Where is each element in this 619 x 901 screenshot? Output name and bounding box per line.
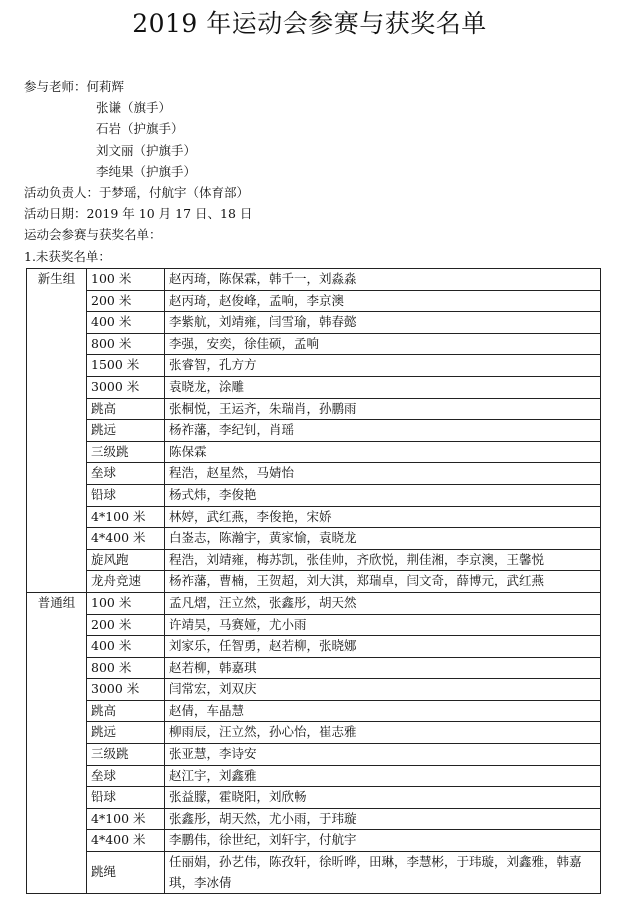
teacher-name: 石岩（护旗手）: [96, 121, 184, 137]
participants-cell: 赵丙琦，陈保霖，韩千一，刘淼淼: [165, 269, 601, 291]
table-row: [27, 765, 601, 787]
event-cell: 800 米: [87, 333, 165, 355]
participants-cell: 柳雨辰，汪立然，孙心怡，崔志雅: [165, 722, 601, 744]
event-cell: 垒球: [87, 463, 165, 485]
participants-cell: 张亚慧，李诗安: [165, 744, 601, 766]
event-cell: 铅球: [87, 787, 165, 809]
participants-cell: 袁晓龙，涂雕: [165, 376, 601, 398]
event-cell: 1500 米: [87, 355, 165, 377]
event-cell: 400 米: [87, 636, 165, 658]
event-cell: 跳远: [87, 722, 165, 744]
table-row: [27, 506, 601, 528]
group-name-cell: 新生组: [27, 269, 87, 593]
table-row: [27, 852, 601, 894]
event-cell: 铅球: [87, 484, 165, 506]
event-cell: 跳高: [87, 398, 165, 420]
table-row: [27, 484, 601, 506]
event-cell: 4*400 米: [87, 830, 165, 852]
participants-cell: 杨祚藩，曹楠，王贺超，刘大淇，郑瑞卓，闫文奇，薛博元，武红燕: [165, 571, 601, 593]
table-row: [27, 614, 601, 636]
table-row: [27, 549, 601, 571]
non-winner-table: [26, 268, 601, 894]
participants-cell: 林婷，武红燕，李俊艳，宋娇: [165, 506, 601, 528]
teacher-name: 刘文丽（护旗手）: [96, 142, 197, 158]
event-cell: 200 米: [87, 290, 165, 312]
table-row: [27, 376, 601, 398]
participants-cell: 李强，安奕，徐佳硕，孟响: [165, 333, 601, 355]
event-cell: 4*400 米: [87, 528, 165, 550]
teacher-name: 何莉辉: [86, 79, 125, 94]
event-cell: 旋风跑: [87, 549, 165, 571]
event-cell: 垒球: [87, 765, 165, 787]
list-heading: 运动会参赛与获奖名单：: [24, 227, 162, 243]
event-cell: 100 米: [87, 269, 165, 291]
participants-cell: 李鹏伟，徐世纪，刘轩宇，付航宇: [165, 830, 601, 852]
table-row: [27, 441, 601, 463]
table-row: [27, 700, 601, 722]
table-row: [27, 808, 601, 830]
group-name-cell: 普通组: [27, 592, 87, 893]
table-row: [27, 571, 601, 593]
event-cell: 三级跳: [87, 441, 165, 463]
table-row: [27, 636, 601, 658]
event-cell: 100 米: [87, 592, 165, 614]
participants-cell: 程浩，赵星然，马婧怡: [165, 463, 601, 485]
table-row: [27, 830, 601, 852]
activity-leader: 活动负责人：于梦瑶，付航宇（体育部）: [24, 185, 250, 201]
event-cell: 3000 米: [87, 679, 165, 701]
table-row: [27, 312, 601, 334]
participants-cell: 刘家乐，任智勇，赵若柳，张晓娜: [165, 636, 601, 658]
event-cell: 800 米: [87, 657, 165, 679]
event-cell: 龙舟竞速: [87, 571, 165, 593]
participants-cell: 陈保霖: [165, 441, 601, 463]
teachers-label: 参与老师：: [24, 79, 87, 94]
participants-cell: 张益朦，霍晓阳，刘欣畅: [165, 787, 601, 809]
event-cell: 400 米: [87, 312, 165, 334]
participants-cell: 张桐悦，王运齐，朱瑞肖，孙鹏雨: [165, 398, 601, 420]
event-cell: 三级跳: [87, 744, 165, 766]
table-row: [27, 398, 601, 420]
participants-cell: 孟凡熠，汪立然，张鑫彤，胡天然: [165, 592, 601, 614]
event-cell: 跳远: [87, 420, 165, 442]
participants-cell: 赵倩，车晶慧: [165, 700, 601, 722]
event-cell: 跳绳: [87, 852, 165, 894]
participants-cell: 张鑫彤，胡天然，尤小雨，于玮璇: [165, 808, 601, 830]
participants-cell: 白崟志，陈瀚宇，黄家愉，袁晓龙: [165, 528, 601, 550]
table-row: [27, 333, 601, 355]
table-row: [27, 744, 601, 766]
table-row: [27, 592, 601, 614]
participants-cell: 张睿智，孔方方: [165, 355, 601, 377]
table-row: [27, 420, 601, 442]
participants-cell: 许靖昊，马赛娅，尤小雨: [165, 614, 601, 636]
page-title: 2019 年运动会参赛与获奖名单: [132, 9, 487, 38]
event-cell: 3000 米: [87, 376, 165, 398]
teachers-line: [24, 76, 252, 97]
participants-cell: 赵江宇，刘鑫雅: [165, 765, 601, 787]
teacher-name: 张谦（旗手）: [96, 100, 172, 116]
table-row: [27, 528, 601, 550]
event-cell: 跳高: [87, 700, 165, 722]
participants-cell: 赵丙琦，赵俊峰，孟响，李京澳: [165, 290, 601, 312]
table-row: [27, 269, 601, 291]
teacher-name: 李纯果（护旗手）: [96, 163, 197, 179]
table-row: [27, 657, 601, 679]
table-row: [27, 463, 601, 485]
event-info: [24, 76, 252, 267]
participants-cell: 赵若柳，韩嘉琪: [165, 657, 601, 679]
table-row: [27, 355, 601, 377]
participants-cell: 杨祚藩，李纪钊，肖瑶: [165, 420, 601, 442]
participants-cell: 李紫航，刘靖雍，闫雪瑜，韩春懿: [165, 312, 601, 334]
section-heading: 1.未获奖名单：: [24, 248, 111, 264]
participants-cell: 闫常宏，刘双庆: [165, 679, 601, 701]
participants-cell: 任丽娟，孙艺伟，陈孜轩，徐昕晔，田琳，李慧彬，于玮璇，刘鑫雅，韩嘉琪，李冰倩: [165, 852, 601, 894]
participants-cell: 杨式炜，李俊艳: [165, 484, 601, 506]
event-cell: 4*100 米: [87, 808, 165, 830]
participants-cell: 程浩，刘靖雍，梅苏凯，张佳帅，齐欣悦，荆佳湘，李京澳，王馨悦: [165, 549, 601, 571]
table-row: [27, 679, 601, 701]
table-row: [27, 290, 601, 312]
event-cell: 4*100 米: [87, 506, 165, 528]
activity-date: 活动日期：2019 年 10 月 17 日、18 日: [24, 206, 253, 222]
table-row: [27, 787, 601, 809]
table-row: [27, 722, 601, 744]
event-cell: 200 米: [87, 614, 165, 636]
